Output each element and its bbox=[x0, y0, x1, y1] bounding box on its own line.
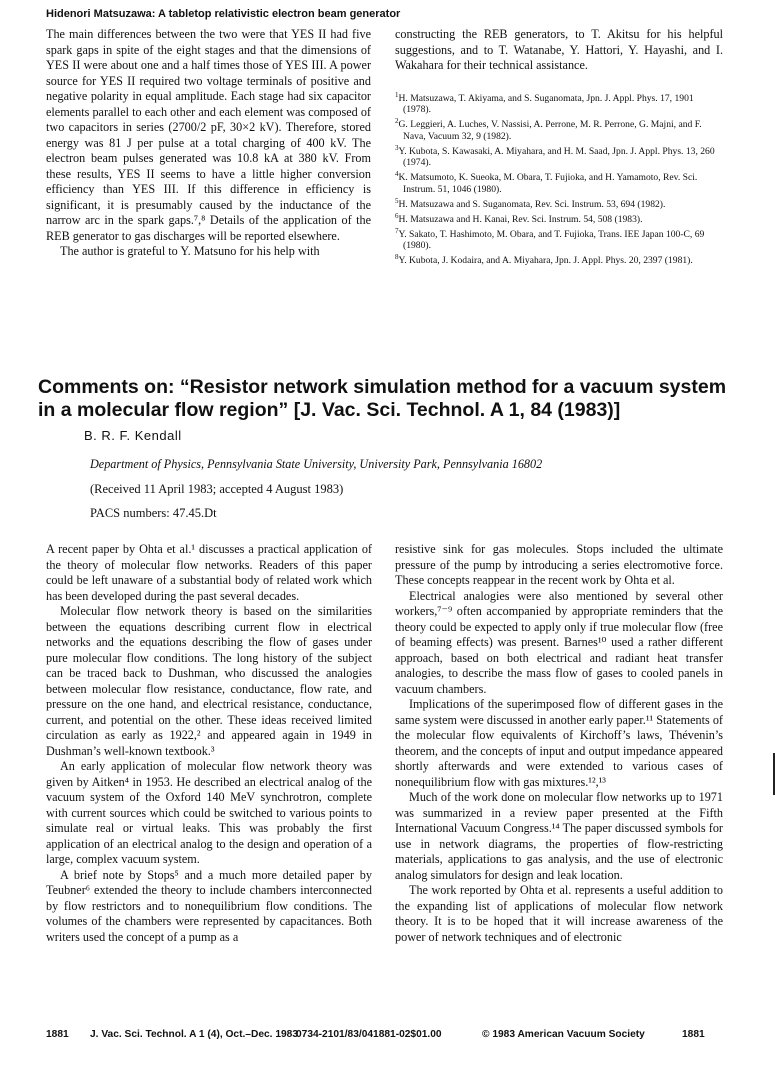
body-paragraph: Implications of the superimposed flow of different gases in the same system were discussed in another early paper.¹¹ Statements of the molecular flow equivalents of Kirchoff’s laws, Thévenin’s theorem, and the concepts of input and output impedance appeared shortly afterwards and were extended to various cases of nonequilibrium flow with gas mixtures.¹²,¹³ bbox=[395, 697, 723, 789]
reference-item: $^8$Y. Kubota, J. Kodaira, and A. Miyahara, Jpn. J. Appl. Phys. 20, 2397 (1981). bbox=[395, 253, 693, 267]
body-paragraph: Much of the work done on molecular flow networks up to 1971 was summarized in a review paper presented at the Fifth International Vacuum Congress.¹⁴ The paper discussed symbols for use in network diagrams, the properties of flow-restricting materials, applications to gas analysis, and the use of electronic analog simulators for design and leak location. bbox=[395, 790, 723, 882]
body-paragraph: An early application of molecular flow network theory was given by Aitken⁴ in 1953. He described an electrical analog of the vacuum system of the Oxford 140 MeV synchrotron, complete with current sources which could be switched to various points to simulate real or virtual leaks. This was probably the first application of an electrical analog to the design and operation of a large, complex vacuum system. bbox=[46, 759, 372, 866]
reference-item: $^6$H. Matsuzawa and H. Kanai, Rev. Sci. Instrum. 54, 508 (1983). bbox=[395, 211, 643, 225]
article-right-column bbox=[395, 542, 723, 945]
body-paragraph: A recent paper by Ohta et al.¹ discusses a practical application of the theory of molecular flow networks. Readers of this paper could be left unaware of a substantial body of related work which has been developed during the past several decades. bbox=[46, 542, 372, 603]
reference-item: $^2$G. Leggieri, A. Luches, V. Nassisi, A. Perrone, M. R. Perrone, G. Majni, and F. Nava, Vacuum 32, 9 (1982). bbox=[395, 117, 702, 142]
body-paragraph: The author is grateful to Y. Matsuno for his help with bbox=[60, 244, 320, 258]
previous-article-left-column bbox=[46, 27, 371, 260]
footer-article-code: 0734-2101/83/041881-02$01.00 bbox=[296, 1029, 442, 1040]
body-paragraph: Electrical analogies were also mentioned by several other workers,⁷⁻⁹ often accompanied by appropriate reminders that the theory could be expected to apply only if true molecular flow (free of beaming effects) was present. Barnes¹⁰ used a rather different approach, based on both electrical and radiant heat transfer analogies, to describe the mass flow of gases to cooled panels in vacuum chambers. bbox=[395, 588, 723, 696]
reference-item: $^3$Y. Kubota, S. Kawasaki, A. Miyahara, and H. M. Saad, Jpn. J. Appl. Phys. 13, 260 (1974). bbox=[395, 143, 715, 169]
reference-item: $^4$K. Matsumoto, K. Sueoka, M. Obara, T. Fujioka, and H. Yamamoto, Rev. Sci. Instrum. 51, 1046 (1980). bbox=[395, 170, 698, 195]
reference-list bbox=[395, 90, 723, 267]
footer-journal-citation: J. Vac. Sci. Technol. A 1 (4), Oct.–Dec. 1983 bbox=[90, 1029, 298, 1040]
body-paragraph: The main differences between the two were that YES II had five spark gaps in spite of the eight stages and that the dimensions of YES II were about one and a half times those of YES III. A power source for YES II required two voltage terminals of positive and negative polarity in equal amplitude. Each stage had six capacitor elements parallel to each other and each element was composed of two capacitors in series (2700/2 pF, 30×2 kV). Therefore, stored energy was 81 J per pulse at a total charging of 400 kV. The electron beam pulses generated was 10.8 kA at 380 kV. From these results, YES II seems to have a little higher conversion efficiency than YES III. If this difference in efficiency is significant, it is presumably caused by the inductance of the narrow arc in the spark gaps.⁷,⁸ Details of the application of the REB generator to gas discharges will be reported elsewhere. bbox=[46, 27, 371, 243]
running-head: Hidenori Matsuzawa: A tabletop relativistic electron beam generator bbox=[46, 8, 401, 20]
footer-page-number-left: 1881 bbox=[46, 1029, 69, 1040]
reference-item: $^5$H. Matsuzawa and S. Suganomata, Rev. Sci. Instrum. 53, 694 (1982). bbox=[395, 196, 666, 210]
body-paragraph: The work reported by Ohta et al. represents a useful addition to the expanding list of applications of molecular flow network theory. It is to be hoped that it will increase awareness of the power of network techniques and of electronic bbox=[395, 883, 723, 944]
pacs-numbers: PACS numbers: 47.45.Dt bbox=[90, 506, 217, 520]
reference-item: $^1$H. Matsuzawa, T. Akiyama, and S. Suganomata, Jpn. J. Appl. Phys. 17, 1901 (1978). bbox=[395, 90, 694, 116]
reference-item: $^7$Y. Sakato, T. Hashimoto, M. Obara, and T. Fujioka, Trans. IEE Japan 100-C, 69 (1980). bbox=[395, 226, 705, 252]
article-author: B. R. F. Kendall bbox=[84, 428, 182, 443]
article-left-column bbox=[46, 542, 372, 945]
body-paragraph: A brief note by Stops⁵ and a much more detailed paper by Teubner⁶ extended the theory to include chambers interconnected by flow restrictors and to nonequilibrium flow conditions. The volumes of the chambers were represented by capacitances. Both writers used the concept of a pump as a bbox=[46, 867, 372, 944]
body-paragraph: resistive sink for gas molecules. Stops included the ultimate pressure of the pump by introducing a series electromotive force. These concepts reappear in the recent work by Ohta et al. bbox=[395, 542, 723, 587]
author-affiliation: Department of Physics, Pennsylvania State University, University Park, Pennsylvania 16802 bbox=[90, 457, 543, 471]
article-title: Comments on: “Resistor network simulation method for a vacuum system in a molecular flow region” [J. Vac. Sci. Technol. A 1, 84 (1983)] bbox=[38, 376, 727, 421]
received-dates: (Received 11 April 1983; accepted 4 August 1983) bbox=[90, 482, 344, 496]
footer-copyright: © 1983 American Vacuum Society bbox=[482, 1029, 645, 1040]
footer-page-number-right: 1881 bbox=[682, 1029, 705, 1040]
acknowledgment-paragraph: constructing the REB generators, to T. Akitsu for his helpful suggestions, and to T. Watanabe, Y. Hattori, Y. Hayashi, and I. Wakahara for their technical assistance. bbox=[395, 27, 723, 72]
previous-article-right-column bbox=[395, 27, 723, 267]
body-paragraph: Molecular flow network theory is based on the similarities between the equations describing current flow in electrical networks and the equations describing the flow of gases under pure molecular flow conditions. The long history of the subject can be traced back to Dushman, who discussed the analogies between molecular flow resistance, conductance, flow rate, and pressure on the one hand, and electrical resistance, conductance, current, and potential on the other. These ideas received limited circulation as early as 1922,² and appeared again in 1949 in Dushman’s well-known textbook.³ bbox=[46, 604, 372, 758]
